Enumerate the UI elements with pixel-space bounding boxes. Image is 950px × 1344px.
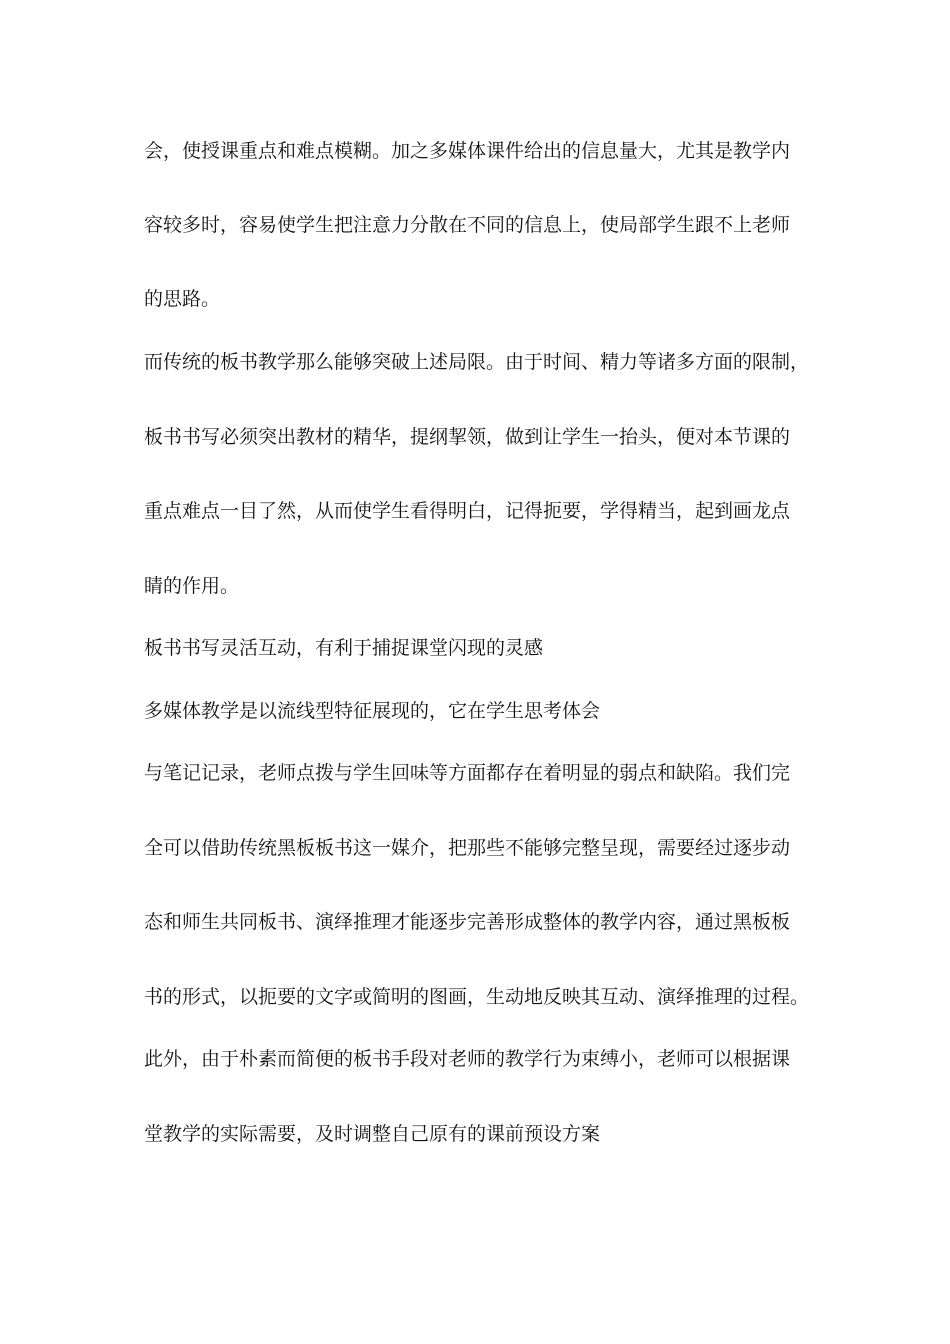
text-line: 堂教学的实际需要，及时调整自己原有的课前预设方案 [144,1123,601,1145]
text-line: 此外，由于朴素而简便的板书手段对老师的教学行为束缚小，老师可以根据课 [144,1048,791,1070]
text-line: 多媒体教学是以流线型特征展现的，它在学生思考体会 [144,700,601,722]
text-line: 的思路。 [144,288,221,310]
text-line: 与笔记记录，老师点拨与学生回味等方面都存在着明显的弱点和缺陷。我们完 [144,762,791,784]
text-line: 重点难点一目了然，从而使学生看得明白，记得扼要，学得精当，起到画龙点 [144,500,791,522]
text-line: 会，使授课重点和难点模糊。加之多媒体课件给出的信息量大，尤其是教学内 [144,140,791,162]
text-line: 而传统的板书教学那么能够突破上述局限。由于时间、精力等诸多方面的限制， [144,351,810,373]
text-line: 全可以借助传统黑板板书这一媒介，把那些不能够完整呈现，需要经过逐步动 [144,837,791,859]
text-line: 容较多时，容易使学生把注意力分散在不同的信息上，使局部学生跟不上老师 [144,214,791,236]
section-heading: 板书书写灵活互动，有利于捕捉课堂闪现的灵感 [144,637,544,659]
text-line: 书的形式，以扼要的文字或简明的图画，生动地反映其互动、演绎推理的过程。 [144,986,810,1008]
text-line: 睛的作用。 [144,575,240,597]
text-line: 板书书写必须突出教材的精华，提纲挈领，做到让学生一抬头，便对本节课的 [144,426,791,448]
text-line: 态和师生共同板书、演绎推理才能逐步完善形成整体的教学内容，通过黑板板 [144,911,791,933]
